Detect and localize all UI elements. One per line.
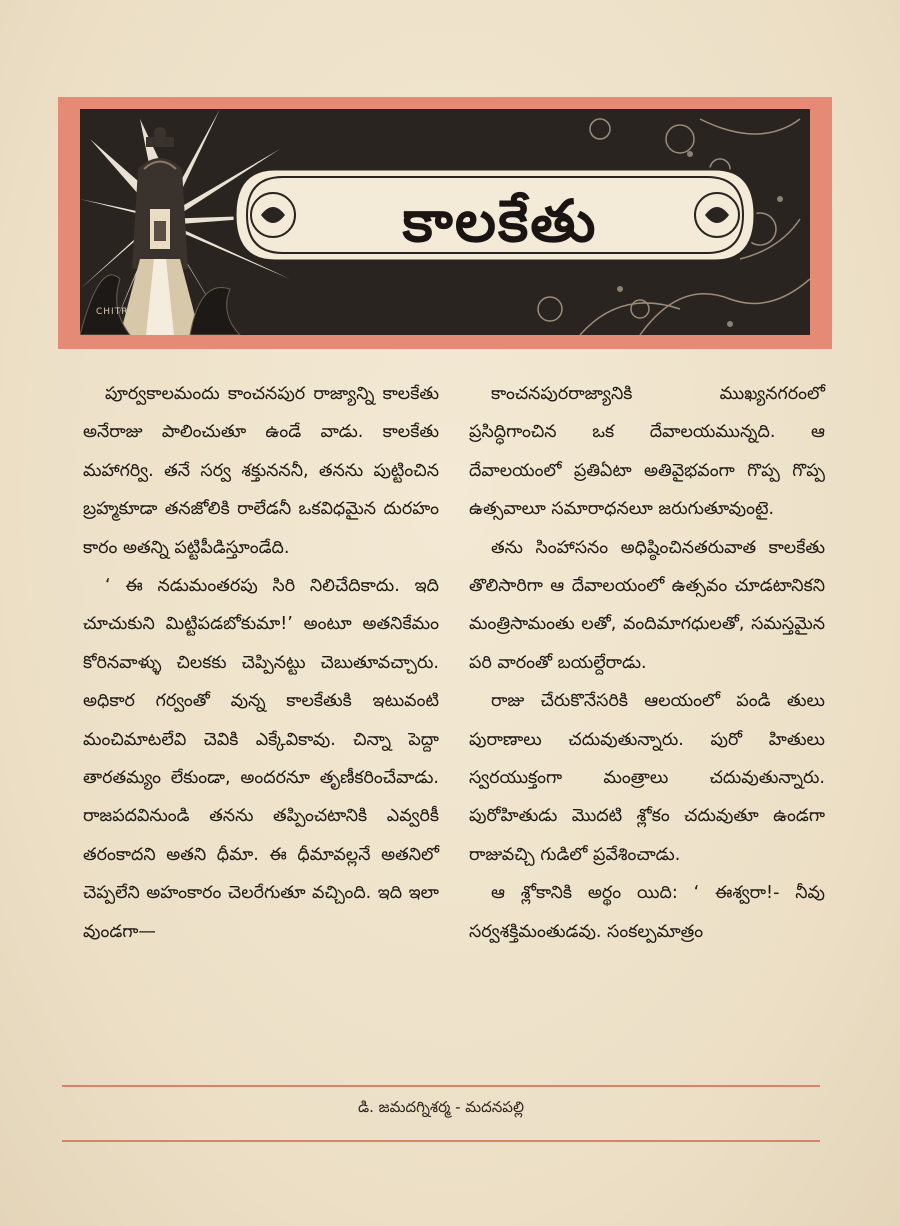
left-column (83, 375, 439, 951)
paragraph: ఆ శ్లోకానికి అర్థం యిది: ‘ ఈశ్వరా!- నీవు సర్వశక్తిమంతుడవు. సంకల్పమాత్రం (469, 883, 825, 942)
author-byline: డి. జమదగ్నిశర్మ - మదనపల్లి (358, 1098, 524, 1116)
footer-rule-top (62, 1085, 820, 1087)
story-title: కాలకేతు (402, 187, 598, 255)
right-column (469, 375, 825, 951)
paragraph: తను సింహాసనం అధిష్ఠించినతరువాత కాలకేతు తొలిసారిగా ఆ దేవాలయంలో ఉత్సవం చూడటానికని మంత్రిసామంతు లతో, వందిమాగధులతో, సమస్తమైన పరి వారంతో బయల్దేరాడు. (469, 537, 825, 673)
artist-signature: CHITRA (96, 307, 136, 317)
paragraph: కాంచనపురరాజ్యానికి ముఖ్యనగరంలో ప్రసిద్ధిగాంచిన ఒక దేవాలయమున్నది. ఆ దేవాలయంలో ప్రతిఏటా అతివైభవంగా గొప్ప గొప్ప ఉత్సవాలూ సమారాధనలూ జరుగుతూవుంటై. (469, 384, 825, 520)
banner-illustration (80, 109, 810, 335)
paragraph: రాజు చేరుకొనేసరికి ఆలయంలో పండి తులు పురాణాలు చదువుతున్నారు. పురో హితులు స్వరయుక్తంగా మంత్రాలు చదువుతున్నారు. పురోహితుడు మొదటి శ్లోకం చదువుతూ ఉండగా రాజువచ్చి గుడిలో ప్రవేశించాడు. (469, 691, 825, 865)
paragraph: పూర్వకాలమందు కాంచనపుర రాజ్యాన్ని కాలకేతు అనేరాజు పాలించుతూ ఉండే వాడు. కాలకేతు మహాగర్వి. తనే సర్వ శక్తునననీ, తనను పుట్టించిన బ్రహ్మకూడా తనజోలికి రాలేడనీ ఒకవిధమైన దురహం కారం అతన్ని పట్టిపీడిస్తూండేది. (83, 384, 439, 558)
footer-rule-bottom (62, 1140, 820, 1142)
title-banner (58, 97, 832, 349)
paragraph: ‘ ఈ నడుమంతరపు సిరి నిలిచేదికాదు. ఇది చూచుకుని మిట్టిపడబోకుమా!’ అంటూ అతనికేమం కోరినవాళ్ళు చిలకకు చెప్పినట్టు చెబుతూవచ్చారు. అధికార గర్వంతో వున్న కాలకేతుకి ఇటువంటి మంచిమాటలేవి చెవికి ఎక్కేవికావు. చిన్నా పెద్దా తారతమ్యం లేకుండా, అందరనూ తృణీకరించేవాడు. రాజపదవినుండి తనను తప్పించటానికి ఎవ్వరికీ తరంకాదని అతని ధీమా. ఈ ధీమావల్లనే అతనిలో చెప్పలేని అహంకారం చెలరేగుతూ వచ్చింది. ఇది ఇలా వుండగా— (83, 576, 439, 942)
